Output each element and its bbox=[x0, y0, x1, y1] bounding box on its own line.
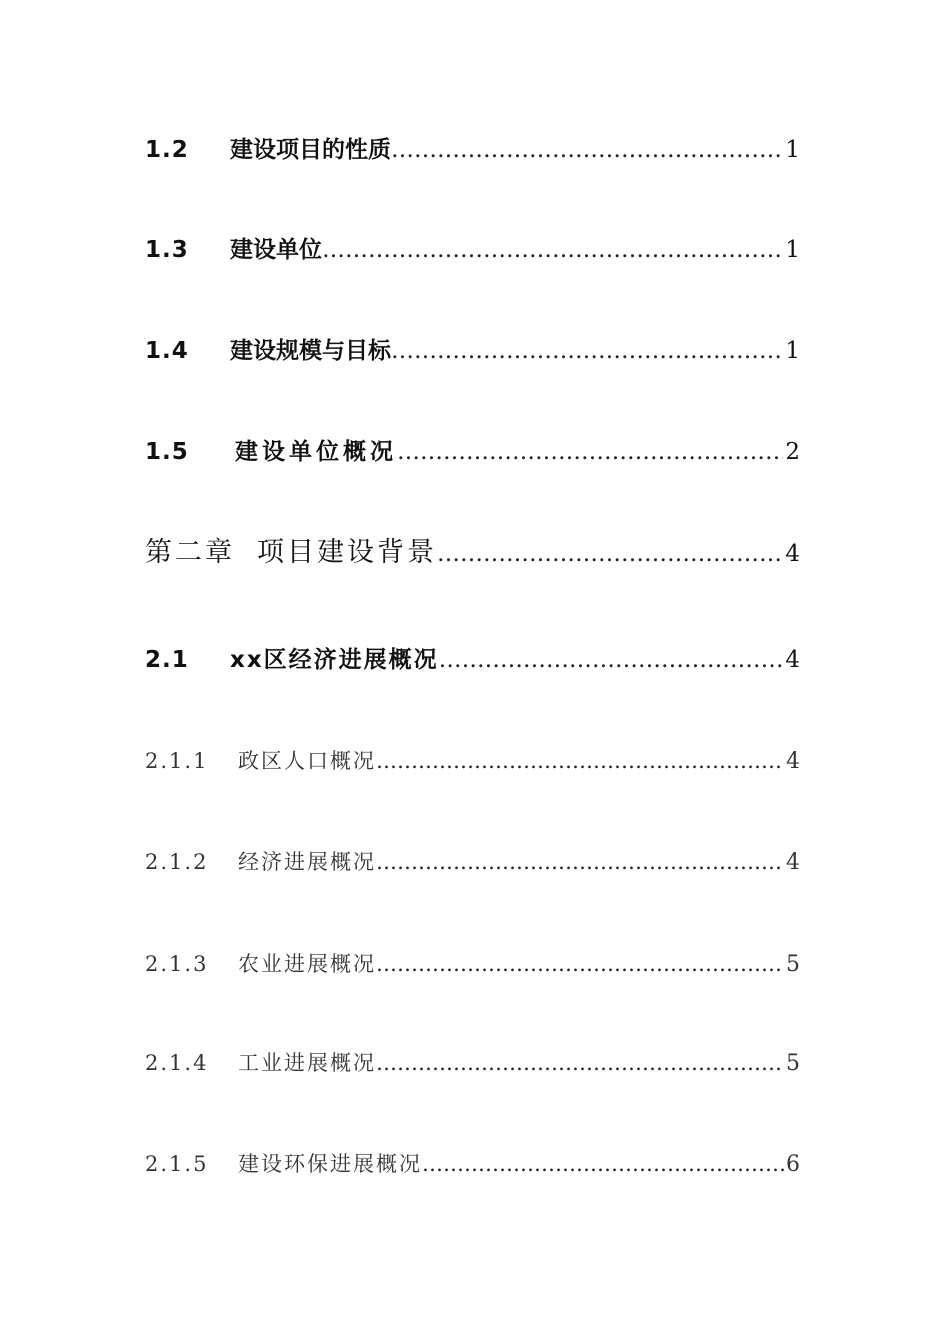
toc-entry-page: 5 bbox=[786, 1051, 800, 1076]
toc-entry-number: 2.1 bbox=[145, 647, 189, 673]
toc-entry-number: 2.1.5 bbox=[145, 1152, 209, 1176]
toc-entry-1-3[interactable] bbox=[145, 234, 800, 266]
toc-entry-page: 4 bbox=[785, 541, 800, 567]
toc-entry-title: xx区经济进展概况 bbox=[230, 647, 439, 673]
toc-entry-title: 建设环保进展概况 bbox=[238, 1152, 422, 1176]
dot-leader bbox=[422, 1149, 784, 1179]
toc-entry-page: 4 bbox=[785, 647, 800, 673]
toc-entry-2-1-2[interactable] bbox=[145, 847, 800, 877]
toc-entry-chapter-2[interactable] bbox=[145, 534, 800, 572]
toc-entry-2-1-5[interactable] bbox=[145, 1149, 800, 1179]
toc-entry-number: 2.1.4 bbox=[145, 1051, 209, 1075]
dot-leader bbox=[437, 535, 783, 572]
toc-entry-number: 2.1.2 bbox=[145, 850, 209, 874]
toc-entry-number: 1.5 bbox=[145, 439, 189, 465]
dot-leader bbox=[376, 746, 784, 776]
toc-entry-2-1-3[interactable] bbox=[145, 949, 800, 979]
toc-entry-page: 4 bbox=[786, 749, 800, 774]
toc-entry-1-4[interactable] bbox=[145, 335, 800, 367]
toc-entry-number: 1.4 bbox=[145, 338, 189, 364]
toc-entry-title: 农业进展概况 bbox=[238, 952, 376, 976]
toc-entry-title: 工业进展概况 bbox=[238, 1051, 376, 1075]
toc-entry-page: 1 bbox=[785, 237, 800, 263]
toc-entry-title: 建设规模与目标 bbox=[230, 338, 391, 364]
dot-leader bbox=[391, 134, 783, 166]
toc-entry-page: 6 bbox=[786, 1152, 800, 1177]
toc-entry-title: 经济进展概况 bbox=[238, 850, 376, 874]
toc-entry-title: 项目建设背景 bbox=[257, 537, 437, 568]
toc-entry-page: 2 bbox=[785, 439, 800, 465]
toc-entry-number: 第二章 bbox=[145, 537, 235, 568]
toc-entry-2-1[interactable] bbox=[145, 644, 800, 676]
dot-leader bbox=[322, 234, 783, 266]
toc-entry-page: 4 bbox=[786, 850, 800, 875]
toc-entry-1-5[interactable] bbox=[145, 436, 800, 468]
dot-leader bbox=[397, 436, 783, 468]
toc-entry-page: 1 bbox=[785, 338, 800, 364]
dot-leader bbox=[376, 1048, 784, 1078]
dot-leader bbox=[391, 335, 783, 367]
toc-entry-title: 政区人口概况 bbox=[238, 749, 376, 773]
dot-leader bbox=[439, 644, 784, 676]
dot-leader bbox=[376, 847, 784, 877]
toc-entry-2-1-1[interactable] bbox=[145, 746, 800, 776]
toc-entry-1-2[interactable] bbox=[145, 134, 800, 166]
toc-entry-page: 5 bbox=[786, 952, 800, 977]
toc-entry-title: 建设项目的性质 bbox=[230, 137, 391, 163]
toc-entry-number: 2.1.3 bbox=[145, 952, 209, 976]
toc-entry-title: 建设单位概况 bbox=[235, 439, 397, 465]
toc-entry-page: 1 bbox=[785, 137, 800, 163]
toc-entry-2-1-4[interactable] bbox=[145, 1048, 800, 1078]
toc-entry-number: 2.1.1 bbox=[145, 749, 209, 773]
toc-entry-number: 1.3 bbox=[145, 237, 189, 263]
toc-entry-number: 1.2 bbox=[145, 137, 189, 163]
toc-entry-title: 建设单位 bbox=[230, 237, 322, 263]
dot-leader bbox=[376, 949, 784, 979]
